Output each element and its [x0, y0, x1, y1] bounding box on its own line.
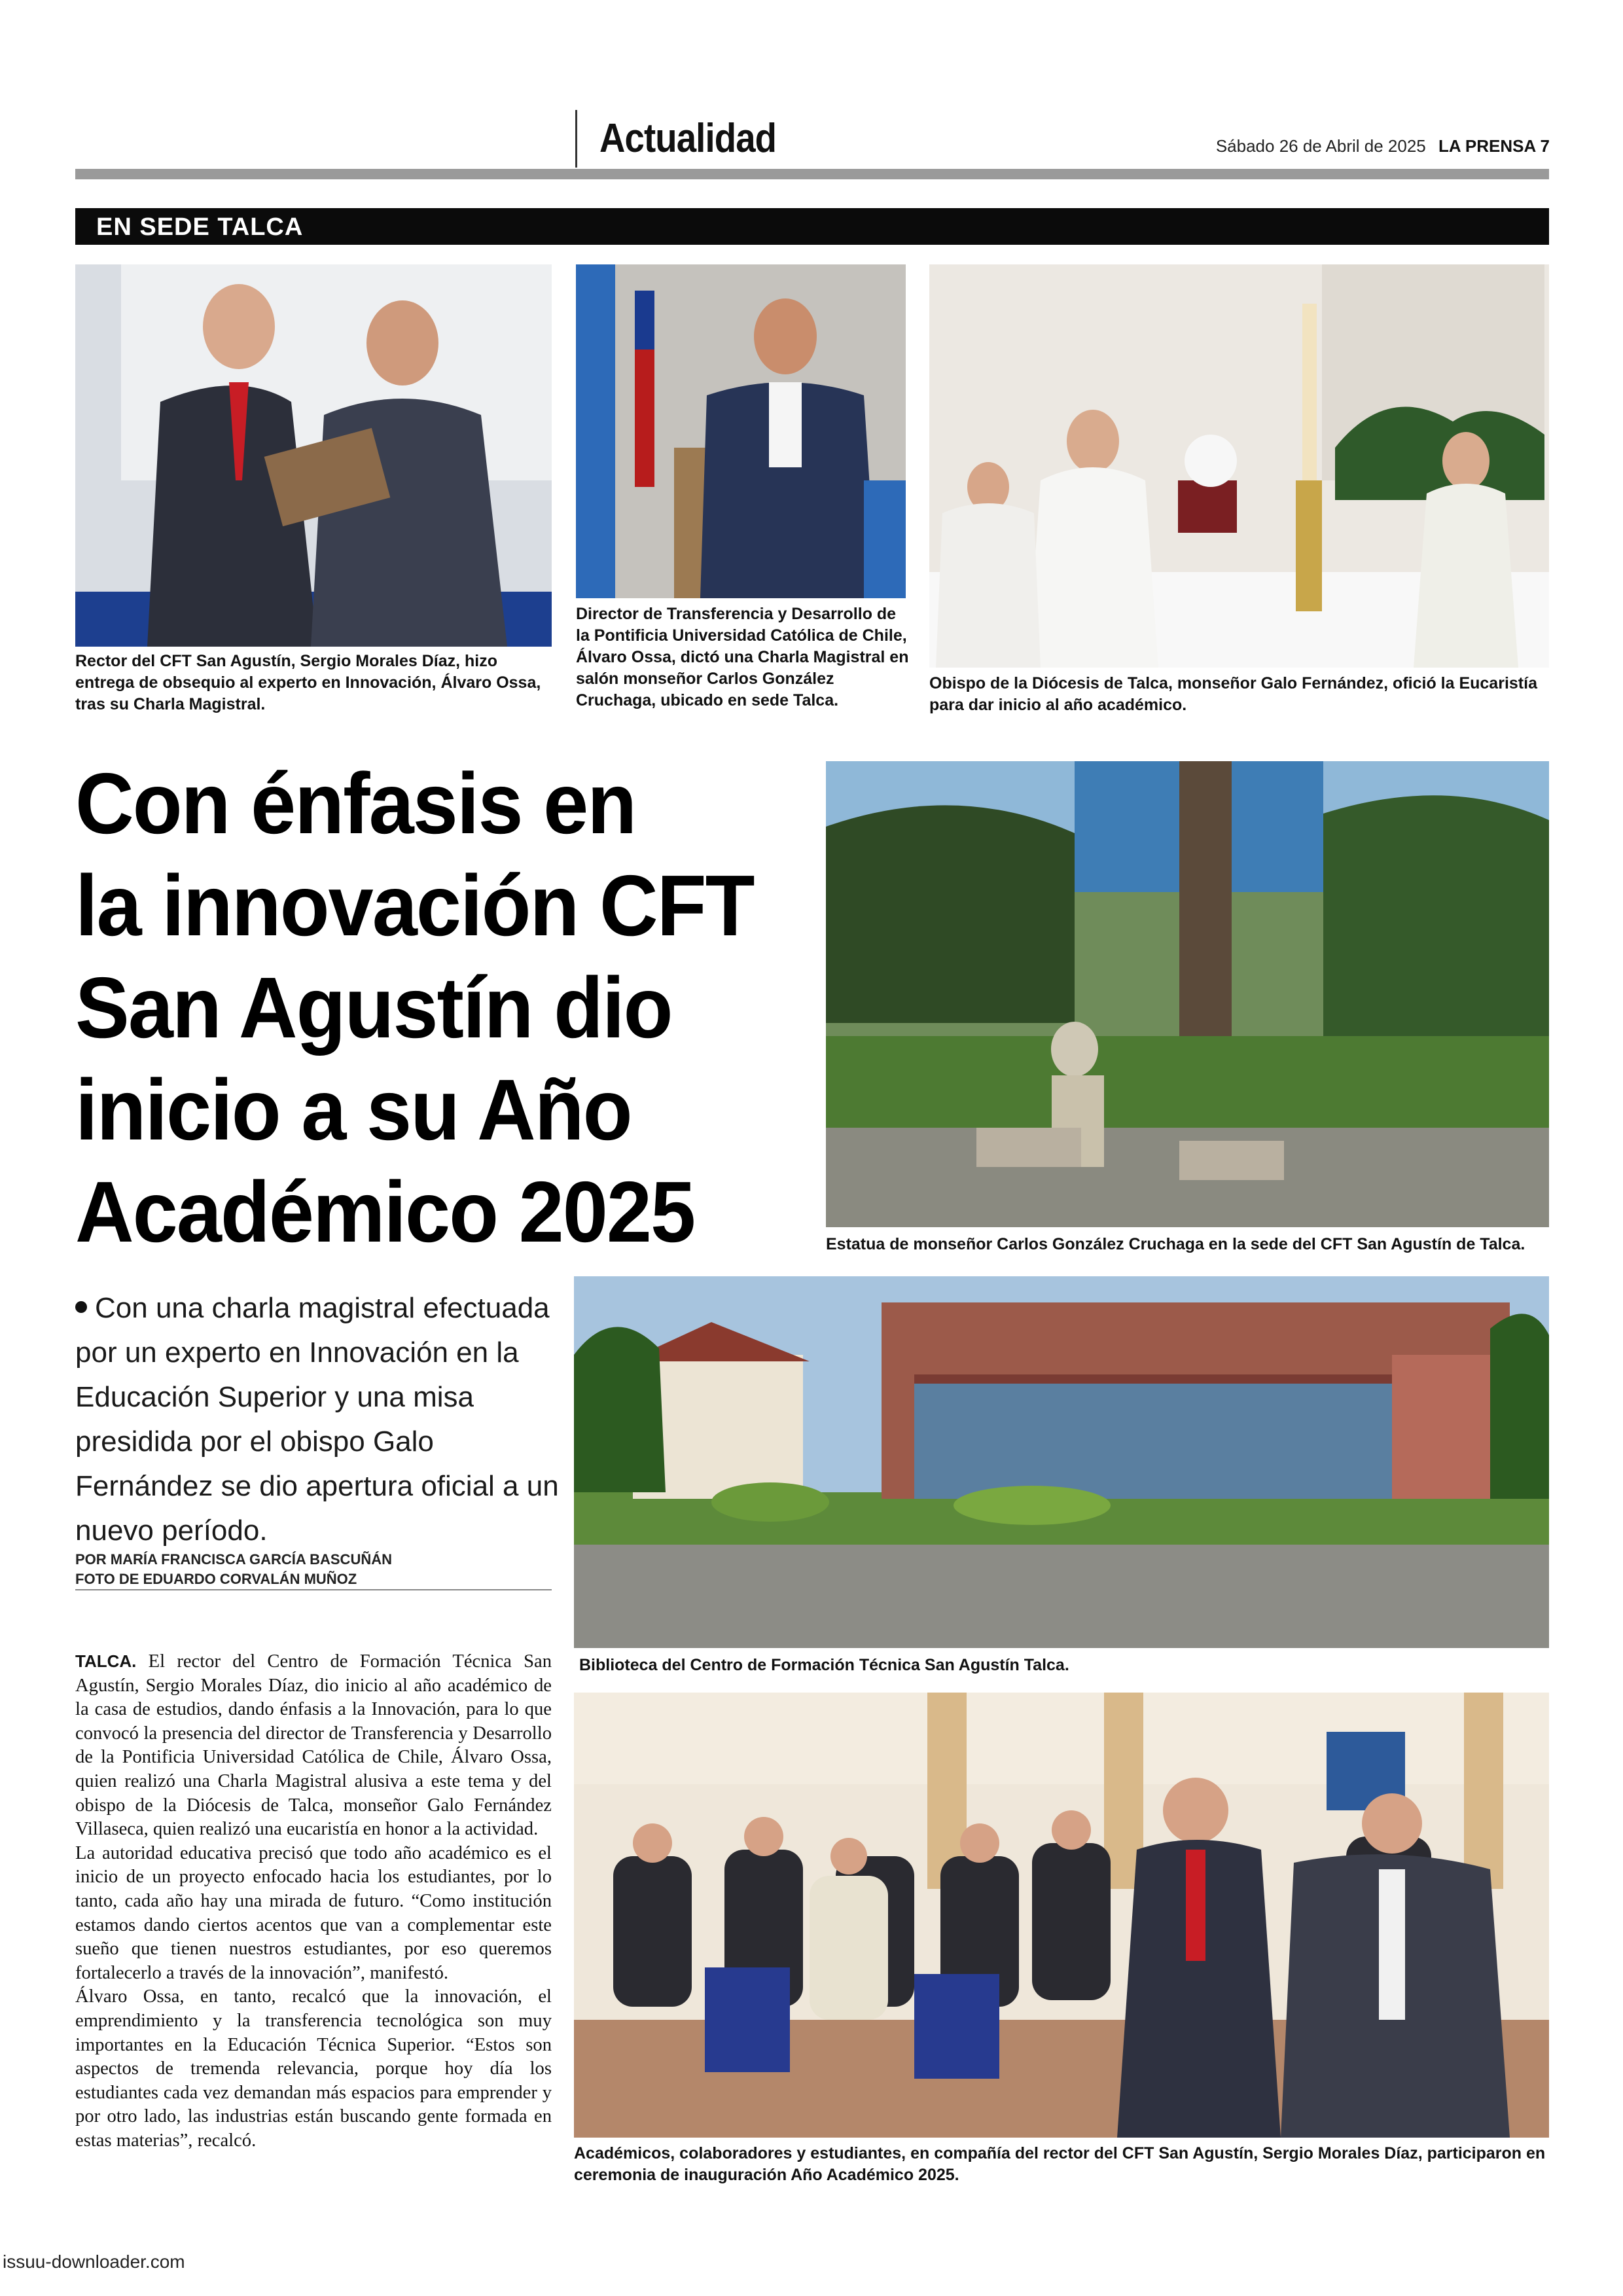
caption-photo-eucharist: Obispo de la Diócesis de Talca, monseñor Galo Fernández, ofició la Eucaristía para dar inicio al año académico. [929, 674, 1537, 714]
header-rule [75, 169, 1549, 179]
headline-line: Académico 2025 [75, 1164, 695, 1260]
article-body [75, 1649, 552, 2153]
body-paragraph: Álvaro Ossa, en tanto, recalcó que la innovación, el emprendimiento y la transferencia tecnológica son muy importantes en la Educación Técnica Superior. “Estos son aspectos de tremenda relevancia, porque hoy día los estudiantes cada vez demandan más espacios para emprender y por otro lado, las industrias están buscando gente formada en estas materias”, recalcó. [75, 1986, 552, 2151]
paper-page-label: LA PRENSA 7 [1438, 136, 1550, 156]
photo-statue-garden [826, 761, 1549, 1227]
headline-line: Con énfasis en [75, 755, 636, 852]
watermark-text: issuu-downloader.com [3, 2251, 185, 2272]
headline-line: San Agustín dio [75, 960, 672, 1056]
photo-library-building [574, 1276, 1549, 1648]
byline-author: POR MARÍA FRANCISCA GARCÍA BASCUÑÁN [75, 1551, 392, 1568]
caption-photo-audience: Académicos, colaboradores y estudiantes, en compañía del rector del CFT San Agustín, Sergio Morales Díaz, participaron en ceremonia de inauguración Año Académico 2025. [574, 2144, 1546, 2184]
section-tag-bar [75, 208, 1549, 245]
issue-date: Sábado 26 de Abril de 2025 [1215, 136, 1426, 156]
photo-audience [574, 1693, 1549, 2138]
headline [75, 753, 834, 1263]
bullet-icon [75, 1301, 87, 1313]
photo-eucharist [929, 264, 1549, 668]
header-divider [575, 110, 577, 168]
byline-rule [75, 1589, 552, 1590]
caption-photo-statue-garden: Estatua de monseñor Carlos González Cruchaga en la sede del CFT San Agustín de Talca. [826, 1235, 1525, 1253]
byline-photo: FOTO DE EDUARDO CORVALÁN MUÑOZ [75, 1571, 357, 1587]
body-paragraph: TALCA. El rector del Centro de Formación Técnica San Agustín, Sergio Morales Díaz, dio inicio al año académico de la casa de estudios, dando énfasis a la Innovación, para lo que convocó la presencia del director de Transferencia y Desarrollo de la Pontificia Universidad Católica de Chile, Álvaro Ossa, quien realizó una Charla Magistral alusiva a este tema y del obispo de la Diócesis de Talca, monseñor Galo Fernández Villaseca, quien realizó una eucaristía en honor a la actividad. [75, 1651, 552, 1840]
article-summary [75, 1286, 573, 1553]
body-dateline: TALCA. [75, 1651, 137, 1671]
section-title: Actualidad [599, 116, 777, 161]
headline-line: la innovación CFT [75, 857, 754, 954]
page-header-info [1216, 136, 1550, 156]
photo-speaker-lecture [576, 264, 906, 598]
caption-photo-library-building: Biblioteca del Centro de Formación Técnica San Agustín Talca. [579, 1656, 1069, 1674]
section-tag: EN SEDE TALCA [96, 213, 304, 241]
byline [75, 1550, 392, 1589]
photo-rector-gift [75, 264, 552, 647]
headline-line: inicio a su Año [75, 1062, 632, 1158]
summary-text: Con una charla magistral efectuada por un experto en Innovación en la Educación Superior y una misa presidida por el obispo Galo Fernández se dio apertura oficial a un nuevo período. [75, 1292, 559, 1547]
caption-photo-rector-gift: Rector del CFT San Agustín, Sergio Morales Díaz, hizo entrega de obsequio al experto en Innovación, Álvaro Ossa, tras su Charla Magistral. [75, 652, 541, 713]
caption-photo-speaker-lecture: Director de Transferencia y Desarrollo de la Pontificia Universidad Católica de Chile, Álvaro Ossa, dictó una Charla Magistral en salón monseñor Carlos González Cruchaga, ubicado en sede Talca. [576, 605, 909, 709]
body-paragraph: La autoridad educativa precisó que todo año académico es el inicio de un proyecto enfocado hacia los estudiantes, por lo tanto, cada año hay una mirada de futuro. “Como institución estamos dando ciertos acentos que van a complementar este sueño que tienen nuestros estudiantes, por eso queremos fortalecerlo a través de la innovación”, manifestó. [75, 1842, 552, 1983]
